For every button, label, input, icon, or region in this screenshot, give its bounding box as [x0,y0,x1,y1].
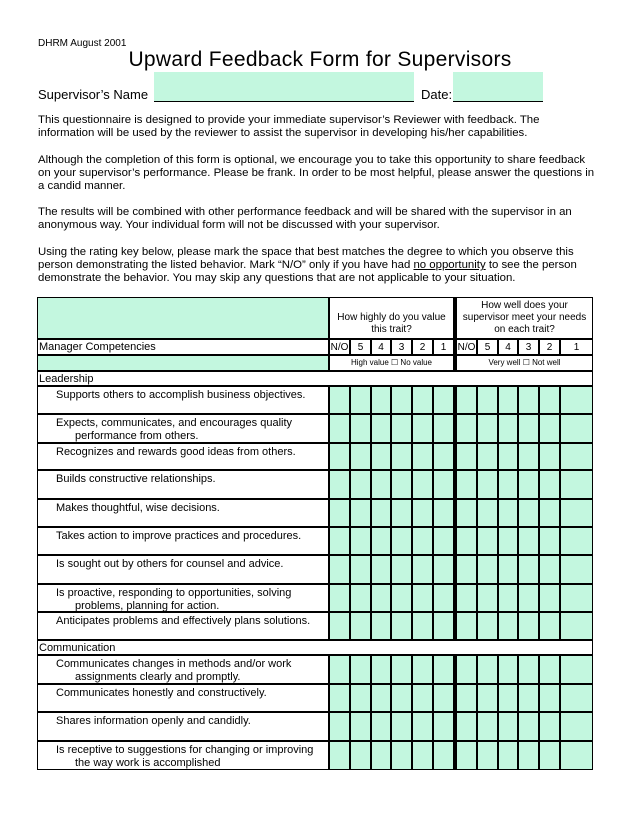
feedback-table [37,297,593,770]
value-rating-cell[interactable] [412,386,433,414]
competency-item [37,527,329,555]
value-rating-cell[interactable] [350,499,371,527]
meet-rating-cell[interactable] [456,584,477,612]
meet-rating-cell[interactable] [498,386,518,414]
value-rating-cell[interactable] [433,470,454,499]
column-gap [454,684,456,712]
value-rating-cell[interactable] [329,443,350,470]
competency-text-continued: problems, planning for action. [75,600,220,612]
value-rating-cell[interactable] [371,527,391,555]
meet-rating-cell[interactable] [560,655,593,684]
competency-item [37,555,329,584]
meet-rating-cell[interactable] [477,741,498,770]
section-row [37,640,593,655]
intro-paragraph-3: The results will be combined with other performance feedback and will be shared with the supervisor in an anonymous way. Your individual form will not be discussed with your supervisor. [38,206,572,231]
competency-text: Builds constructive relationships. [56,473,216,485]
value-rating-cell[interactable] [391,386,412,414]
value-rating-cell[interactable] [391,555,412,584]
intro-paragraph-4 [38,246,598,285]
value-rating-cell[interactable] [412,443,433,470]
column-gap [454,584,456,612]
value-rating-cell[interactable] [433,612,454,640]
meet-rating-cell[interactable] [560,386,593,414]
meet-rating-cell[interactable] [477,527,498,555]
meet-rating-cell[interactable] [539,612,560,640]
value-rating-cell[interactable] [329,712,350,741]
competency-item [37,684,329,712]
meet-rating-cell[interactable] [518,386,539,414]
value-rating-cell[interactable] [391,684,412,712]
table-row [37,612,593,640]
meet-scale-key: Very well ☐ Not well [456,355,593,371]
competency-text: Expects, communicates, and encourages quality [56,417,293,429]
competency-item [37,443,329,470]
column-gap [454,712,456,741]
value-rating-cell[interactable] [329,499,350,527]
value-rating-cell[interactable] [391,443,412,470]
competency-text-continued: assignments clearly and promptly. [75,671,241,683]
column-gap [454,470,456,499]
meet-rating-cell[interactable] [518,612,539,640]
table-row [37,443,593,470]
competency-item [37,386,329,414]
value-rating-cell[interactable] [433,655,454,684]
meet-rating-cell[interactable] [518,443,539,470]
value-rating-cell[interactable] [350,386,371,414]
value-rating-cell[interactable] [433,712,454,741]
value-rating-cell[interactable] [433,414,454,443]
value-rating-cell[interactable] [412,655,433,684]
meet-rating-cell[interactable] [498,684,518,712]
value-rating-cell[interactable] [329,470,350,499]
value-rating-cell[interactable] [371,584,391,612]
value-rating-cell[interactable] [391,712,412,741]
meet-rating-cell[interactable] [539,499,560,527]
value-rating-cell[interactable] [433,741,454,770]
table-row [37,684,593,712]
competency-text: Is proactive, responding to opportunities, solving [56,587,292,599]
value-rating-label: N/O [329,339,350,355]
value-rating-cell[interactable] [433,527,454,555]
meet-rating-cell[interactable] [477,612,498,640]
meet-rating-cell[interactable] [518,712,539,741]
value-rating-cell[interactable] [329,684,350,712]
competency-item [37,584,329,612]
value-rating-cell[interactable] [412,684,433,712]
value-rating-cell[interactable] [350,470,371,499]
competency-text-continued: the way work is accomplished [75,757,221,769]
column-gap [454,612,456,640]
meet-rating-cell[interactable] [456,655,477,684]
meet-rating-cell[interactable] [498,414,518,443]
value-rating-cell[interactable] [350,684,371,712]
meet-rating-cell[interactable] [560,443,593,470]
meet-rating-cell[interactable] [456,470,477,499]
meet-rating-cell[interactable] [456,499,477,527]
value-rating-cell[interactable] [329,584,350,612]
meet-rating-cell[interactable] [477,443,498,470]
value-rating-cell[interactable] [391,470,412,499]
meet-rating-cell[interactable] [539,555,560,584]
value-rating-cell[interactable] [391,612,412,640]
competency-item [37,712,329,741]
meet-rating-cell[interactable] [539,684,560,712]
value-rating-cell[interactable] [350,584,371,612]
column-gap [454,339,456,355]
competency-item [37,741,329,770]
meet-rating-cell[interactable] [498,470,518,499]
meet-rating-cell[interactable] [518,584,539,612]
competency-text: Shares information openly and candidly. [56,715,251,727]
table-row [37,527,593,555]
column-gap [454,414,456,443]
meet-rating-cell[interactable] [477,386,498,414]
value-rating-cell[interactable] [371,741,391,770]
competency-text: Is receptive to suggestions for changing or improving [56,744,314,756]
meet-rating-cell[interactable] [539,443,560,470]
meet-rating-cell[interactable] [518,414,539,443]
value-rating-label: 2 [412,339,433,355]
value-rating-cell[interactable] [371,655,391,684]
value-trait-header: How highly do you value this trait? [329,297,454,339]
value-rating-cell[interactable] [329,555,350,584]
meet-rating-cell[interactable] [560,741,593,770]
meet-rating-cell[interactable] [498,527,518,555]
meet-rating-cell[interactable] [498,499,518,527]
competency-text: Is sought out by others for counsel and advice. [56,558,284,570]
value-rating-cell[interactable] [433,584,454,612]
meet-rating-cell[interactable] [560,527,593,555]
value-rating-cell[interactable] [433,684,454,712]
meet-rating-cell[interactable] [456,555,477,584]
meet-rating-cell[interactable] [539,386,560,414]
manager-competencies-label: Manager Competencies [37,339,329,355]
value-rating-cell[interactable] [329,414,350,443]
value-rating-cell[interactable] [371,555,391,584]
meet-rating-cell[interactable] [456,684,477,712]
column-gap [454,386,456,414]
supervisor-name-field[interactable] [154,72,414,102]
scale-key-row [37,355,593,371]
meet-rating-cell[interactable] [518,655,539,684]
value-rating-label: 3 [391,339,412,355]
table-row [37,555,593,584]
competency-text: Communicates changes in methods and/or work [56,658,292,670]
competency-item [37,499,329,527]
supervisor-name-label: Supervisor’s Name [38,87,149,102]
meet-rating-label: 1 [560,339,593,355]
meet-rating-cell[interactable] [560,684,593,712]
value-rating-cell[interactable] [391,499,412,527]
value-rating-cell[interactable] [433,499,454,527]
intro-p4-start: Using the rating key below, please mark the space that best matches the degree to which you observe this person demonstrating the listed behavior. Mark “N/O” only if you have had [38,246,574,271]
form-code: DHRM August 2001 [38,38,127,49]
value-rating-cell[interactable] [433,443,454,470]
value-rating-cell[interactable] [329,527,350,555]
value-scale-key: High value ☐ No value [329,355,454,371]
meet-rating-cell[interactable] [498,655,518,684]
meet-rating-cell[interactable] [560,584,593,612]
meet-rating-cell[interactable] [477,414,498,443]
table-header-row [37,297,593,339]
value-rating-cell[interactable] [433,555,454,584]
meet-rating-cell[interactable] [498,555,518,584]
table-row [37,470,593,499]
value-rating-cell[interactable] [329,655,350,684]
competency-text: Supports others to accomplish business objectives. [56,389,306,401]
competency-text: Communicates honestly and constructively. [56,687,267,699]
value-rating-cell[interactable] [371,386,391,414]
section-row [37,371,593,386]
value-rating-cell[interactable] [391,527,412,555]
meet-rating-cell[interactable] [498,712,518,741]
competency-item [37,612,329,640]
intro-p4-end: to see the person demonstrate the behavior. You may skip any questions that are not applicable to your situation. [38,259,577,284]
value-rating-cell[interactable] [412,712,433,741]
value-rating-cell[interactable] [412,499,433,527]
value-rating-cell[interactable] [329,612,350,640]
value-rating-cell[interactable] [391,584,412,612]
value-rating-cell[interactable] [391,655,412,684]
meet-rating-cell[interactable] [518,470,539,499]
section-heading: Communication [37,640,593,655]
value-rating-cell[interactable] [371,499,391,527]
meet-rating-cell[interactable] [518,684,539,712]
value-rating-cell[interactable] [371,414,391,443]
value-rating-cell[interactable] [350,655,371,684]
meet-rating-cell[interactable] [498,612,518,640]
meet-needs-header: How well does your supervisor meet your needs on each trait? [456,297,593,339]
value-rating-cell[interactable] [329,741,350,770]
intro-paragraph-2: Although the completion of this form is optional, we encourage you to take this opportunity to share feedback on your supervisor’s performance. Please be frank. In order to be most helpful, please answer the questions in a candid manner. [38,154,595,192]
value-rating-cell[interactable] [350,612,371,640]
table-row [37,712,593,741]
value-rating-cell[interactable] [350,741,371,770]
meet-rating-cell[interactable] [456,386,477,414]
meet-rating-label: N/O [456,339,477,355]
meet-rating-cell[interactable] [477,584,498,612]
section-heading: Leadership [37,371,593,386]
meet-rating-label: 3 [518,339,539,355]
table-row [37,741,593,770]
meet-rating-cell[interactable] [560,612,593,640]
table-row [37,386,593,414]
value-rating-cell[interactable] [371,470,391,499]
competency-item [37,655,329,684]
meet-rating-cell[interactable] [518,499,539,527]
competency-item [37,414,329,443]
value-rating-cell[interactable] [350,527,371,555]
meet-rating-cell[interactable] [539,470,560,499]
competency-text: Takes action to improve practices and procedures. [56,530,302,542]
meet-rating-cell[interactable] [477,655,498,684]
meet-rating-cell[interactable] [518,527,539,555]
competency-header-cell [37,297,329,339]
date-label: Date: [421,87,453,102]
meet-rating-cell[interactable] [456,741,477,770]
meet-rating-cell[interactable] [560,499,593,527]
meet-rating-cell[interactable] [477,499,498,527]
value-rating-cell[interactable] [412,555,433,584]
meet-rating-cell[interactable] [477,555,498,584]
column-gap [454,499,456,527]
table-row [37,655,593,684]
value-rating-cell[interactable] [350,443,371,470]
no-opportunity-text: no opportunity [413,259,486,271]
date-field[interactable] [453,72,543,102]
meet-rating-cell[interactable] [539,584,560,612]
meet-rating-cell[interactable] [477,712,498,741]
value-rating-cell[interactable] [391,414,412,443]
meet-rating-label: 2 [539,339,560,355]
value-rating-cell[interactable] [350,712,371,741]
value-rating-label: 1 [433,339,454,355]
value-rating-cell[interactable] [391,741,412,770]
scale-key-spacer [37,355,329,371]
meet-rating-cell[interactable] [456,443,477,470]
meet-rating-cell[interactable] [539,527,560,555]
meet-rating-cell[interactable] [539,741,560,770]
meet-rating-cell[interactable] [456,527,477,555]
meet-rating-cell[interactable] [560,712,593,741]
value-rating-cell[interactable] [371,443,391,470]
column-gap [454,555,456,584]
column-gap [454,527,456,555]
meet-rating-cell[interactable] [456,712,477,741]
value-rating-cell[interactable] [371,684,391,712]
meet-rating-cell[interactable] [498,741,518,770]
competency-text: Makes thoughtful, wise decisions. [56,502,220,514]
value-rating-cell[interactable] [412,414,433,443]
value-rating-cell[interactable] [412,470,433,499]
rating-label-row [37,339,593,355]
table-row [37,584,593,612]
meet-rating-label: 5 [477,339,498,355]
value-rating-label: 5 [350,339,371,355]
column-gap [454,443,456,470]
value-rating-cell[interactable] [412,741,433,770]
value-rating-cell[interactable] [329,386,350,414]
meet-rating-cell[interactable] [560,470,593,499]
table-row [37,414,593,443]
value-rating-cell[interactable] [412,527,433,555]
meet-rating-cell[interactable] [456,612,477,640]
meet-rating-label: 4 [498,339,518,355]
competency-item [37,470,329,499]
meet-rating-cell[interactable] [539,655,560,684]
column-gap [454,741,456,770]
meet-rating-cell[interactable] [456,414,477,443]
value-rating-cell[interactable] [412,612,433,640]
value-rating-cell[interactable] [371,612,391,640]
competency-text: Recognizes and rewards good ideas from others. [56,446,296,458]
meet-rating-cell[interactable] [560,414,593,443]
value-rating-cell[interactable] [412,584,433,612]
intro-paragraph-1: This questionnaire is designed to provide your immediate supervisor’s Reviewer with feedback. The information will be used by the reviewer to assist the supervisor in developing his/her capabilities. [38,114,540,139]
competency-text-continued: performance from others. [75,430,199,442]
meet-rating-cell[interactable] [539,414,560,443]
meet-rating-cell[interactable] [539,712,560,741]
meet-rating-cell[interactable] [498,584,518,612]
value-rating-cell[interactable] [350,555,371,584]
page-title: Upward Feedback Form for Supervisors [128,48,512,71]
value-rating-cell[interactable] [350,414,371,443]
meet-rating-cell[interactable] [498,443,518,470]
column-gap [454,655,456,684]
meet-rating-cell[interactable] [477,470,498,499]
meet-rating-cell[interactable] [477,684,498,712]
value-rating-cell[interactable] [433,386,454,414]
meet-rating-cell[interactable] [560,555,593,584]
competency-text: Anticipates problems and effectively plans solutions. [56,615,311,627]
value-rating-label: 4 [371,339,391,355]
meet-rating-cell[interactable] [518,555,539,584]
table-row [37,499,593,527]
meet-rating-cell[interactable] [518,741,539,770]
value-rating-cell[interactable] [371,712,391,741]
